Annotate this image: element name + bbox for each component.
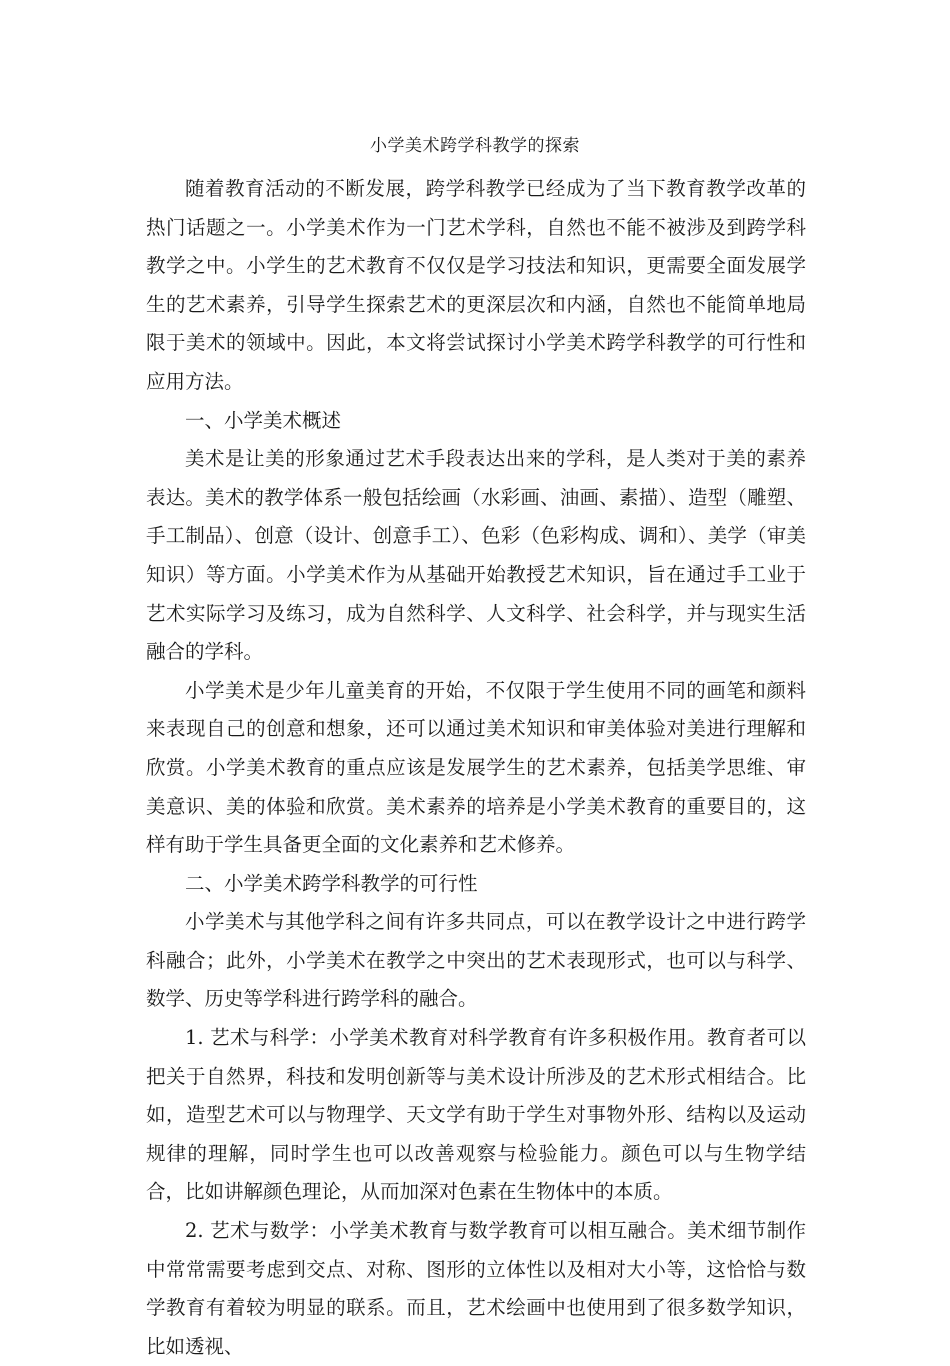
paragraph-art-and-science: 1. 艺术与科学：小学美术教育对科学教育有许多积极作用。教育者可以把关于自然界，科技和发明创新等与美术设计所涉及的艺术形式相结合。比如，造型艺术可以与物理学、天文学有助于学生对事物外形、结构以及运动规律的理解，同时学生也可以改善观察与检验能力。颜色可以与生物学结合，比如讲解颜色理论，从而加深对色素在生物体中的本质。 <box>146 1026 806 1204</box>
section-heading-2: 二、小学美术跨学科教学的可行性 <box>185 871 478 895</box>
document-body <box>146 170 806 1366</box>
paragraph-art-definition: 美术是让美的形象通过艺术手段表达出来的学科，是人类对于美的素养表达。美术的教学体系一般包括绘画（水彩画、油画、素描）、造型（雕塑、手工制品）、创意（设计、创意手工）、色彩（色彩构成、调和）、美学（审美知识）等方面。小学美术作为从基础开始教授艺术知识，旨在通过手工业于艺术实际学习及练习，成为自然科学、人文科学、社会科学，并与现实生活融合的学科。 <box>146 447 806 664</box>
paragraph-art-aesthetic-education: 小学美术是少年儿童美育的开始，不仅限于学生使用不同的画笔和颜料来表现自己的创意和想象，还可以通过美术知识和审美体验对美进行理解和欣赏。小学美术教育的重点应该是发展学生的艺术素养，包括美学思维、审美意识、美的体验和欣赏。美术素养的培养是小学美术教育的重要目的，这样有助于学生具备更全面的文化素养和艺术修养。 <box>146 678 806 857</box>
document-title: 小学美术跨学科教学的探索 <box>370 136 580 156</box>
paragraph-intro: 随着教育活动的不断发展，跨学科教学已经成为了当下教育教学改革的热门话题之一。小学美术作为一门艺术学科，自然也不能不被涉及到跨学科教学之中。小学生的艺术教育不仅仅是学习技法和知识，更需要全面发展学生的艺术素养，引导学生探索艺术的更深层次和内涵，自然也不能简单地局限于美术的领域中。因此，本文将尝试探讨小学美术跨学科教学的可行性和应用方法。 <box>146 177 806 393</box>
paragraph-art-and-math: 2. 艺术与数学：小学美术教育与数学教育可以相互融合。美术细节制作中常常需要考虑到交点、对称、图形的立体性以及相对大小等，这恰恰与数学教育有着较为明显的联系。而且，艺术绘画中也使用到了很多数学知识，比如透视、 <box>146 1219 806 1358</box>
paragraph-feasibility: 小学美术与其他学科之间有许多共同点，可以在教学设计之中进行跨学科融合；此外，小学美术在教学之中突出的艺术表现形式，也可以与科学、数学、历史等学科进行跨学科的融合。 <box>146 910 806 1011</box>
section-heading-1: 一、小学美术概述 <box>185 408 342 432</box>
